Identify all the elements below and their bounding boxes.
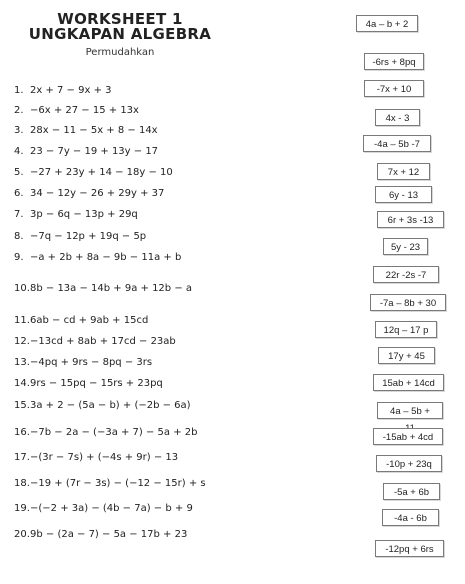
answer-box[interactable]: 22r -2s -7 xyxy=(373,266,439,283)
worksheet-header xyxy=(0,12,240,58)
question-number: 13. xyxy=(14,357,30,368)
question-item xyxy=(14,252,181,264)
answer-box[interactable]: -15ab + 4cd xyxy=(373,428,443,445)
answer-box[interactable]: 7x + 12 xyxy=(377,163,430,180)
answer-box[interactable]: -12pq + 6rs xyxy=(375,540,444,557)
question-number: 10. xyxy=(14,283,30,294)
answer-box[interactable]: 4x - 3 xyxy=(375,109,420,126)
question-item xyxy=(14,125,158,137)
question-expression: 23 − 7y − 19 + 13y − 17 xyxy=(30,146,159,157)
question-item xyxy=(14,188,164,200)
instruction: Permudahkan xyxy=(85,47,155,58)
question-number: 8. xyxy=(14,231,24,242)
question-expression: −(3r − 7s) + (−4s + 9r) − 13 xyxy=(30,452,179,463)
answer-box[interactable]: 4a – b + 2 xyxy=(356,15,418,32)
question-item xyxy=(14,146,158,158)
answer-box[interactable]: 5y - 23 xyxy=(383,238,428,255)
answer-box[interactable]: 15ab + 14cd xyxy=(373,374,444,391)
question-item xyxy=(14,167,173,179)
question-expression: −7b − 2a − (−3a + 7) − 5a + 2b xyxy=(30,427,198,438)
question-expression: 34 − 12y − 26 + 29y + 37 xyxy=(30,188,165,199)
question-number: 11. xyxy=(14,315,30,326)
question-number: 1. xyxy=(14,85,24,96)
question-expression: 3p − 6q − 13p + 29q xyxy=(30,209,138,220)
answer-box[interactable]: -7x + 10 xyxy=(364,80,424,97)
worksheet-title: WORKSHEET 1 xyxy=(57,10,183,28)
question-item xyxy=(14,283,192,295)
answer-box[interactable]: 12q – 17 p xyxy=(375,321,437,338)
question-number: 5. xyxy=(14,167,24,178)
answer-box[interactable]: -10p + 23q xyxy=(376,455,442,472)
answer-box[interactable]: -6rs + 8pq xyxy=(364,53,424,70)
question-item xyxy=(14,503,193,515)
question-expression: −7q − 12p + 19q − 5p xyxy=(30,231,147,242)
question-number: 3. xyxy=(14,125,24,136)
question-number: 6. xyxy=(14,188,24,199)
question-item xyxy=(14,209,138,221)
question-expression: 8b − 13a − 14b + 9a + 12b − a xyxy=(30,283,193,294)
question-number: 14. xyxy=(14,378,30,389)
question-number: 17. xyxy=(14,452,30,463)
question-expression: −(−2 + 3a) − (4b − 7a) − b + 9 xyxy=(30,503,193,514)
question-number: 4. xyxy=(14,146,24,157)
question-item xyxy=(14,400,191,412)
question-item xyxy=(14,357,152,369)
answer-box[interactable]: -7a – 8b + 30 xyxy=(370,294,446,311)
question-number: 20. xyxy=(14,529,30,540)
question-expression: −6x + 27 − 15 + 13x xyxy=(30,105,139,116)
question-number: 7. xyxy=(14,209,24,220)
question-item xyxy=(14,336,176,348)
answer-box[interactable]: 17y + 45 xyxy=(378,347,435,364)
question-item xyxy=(14,105,139,117)
question-expression: 9b − (2a − 7) − 5a − 17b + 23 xyxy=(30,529,188,540)
question-number: 16. xyxy=(14,427,30,438)
question-item xyxy=(14,231,146,243)
question-expression: 6ab − cd + 9ab + 15cd xyxy=(30,315,149,326)
answer-box[interactable]: -5a + 6b xyxy=(383,483,440,500)
question-item xyxy=(14,315,148,327)
question-item xyxy=(14,478,206,490)
question-number: 9. xyxy=(14,252,24,263)
question-expression: 28x − 11 − 5x + 8 − 14x xyxy=(30,125,158,136)
question-number: 19. xyxy=(14,503,30,514)
question-item xyxy=(14,378,163,390)
question-number: 18. xyxy=(14,478,30,489)
question-number: 2. xyxy=(14,105,24,116)
question-item xyxy=(14,85,112,97)
question-expression: −13cd + 8ab + 17cd − 23ab xyxy=(30,336,176,347)
answer-box[interactable]: 6r + 3s -13 xyxy=(377,211,444,228)
question-number: 15. xyxy=(14,400,30,411)
question-expression: −27 + 23y + 14 − 18y − 10 xyxy=(30,167,173,178)
question-expression: −4pq + 9rs − 8pq − 3rs xyxy=(30,357,153,368)
question-item xyxy=(14,452,178,464)
answer-box[interactable]: 4a – 5b + xyxy=(377,402,443,419)
answer-box[interactable]: -4a - 6b xyxy=(382,509,439,526)
question-expression: −a + 2b + 8a − 9b − 11a + b xyxy=(30,252,182,263)
answer-box[interactable]: -4a – 5b -7 xyxy=(363,135,431,152)
answer-box[interactable]: 6y - 13 xyxy=(375,186,432,203)
question-item xyxy=(14,427,198,439)
question-expression: 2x + 7 − 9x + 3 xyxy=(30,85,112,96)
question-expression: 9rs − 15pq − 15rs + 23pq xyxy=(30,378,163,389)
question-expression: −19 + (7r − 3s) − (−12 − 15r) + s xyxy=(30,478,206,489)
question-number: 12. xyxy=(14,336,30,347)
question-expression: 3a + 2 − (5a − b) + (−2b − 6a) xyxy=(30,400,191,411)
question-item xyxy=(14,529,187,541)
worksheet-topic: UNGKAPAN ALGEBRA xyxy=(28,25,212,43)
